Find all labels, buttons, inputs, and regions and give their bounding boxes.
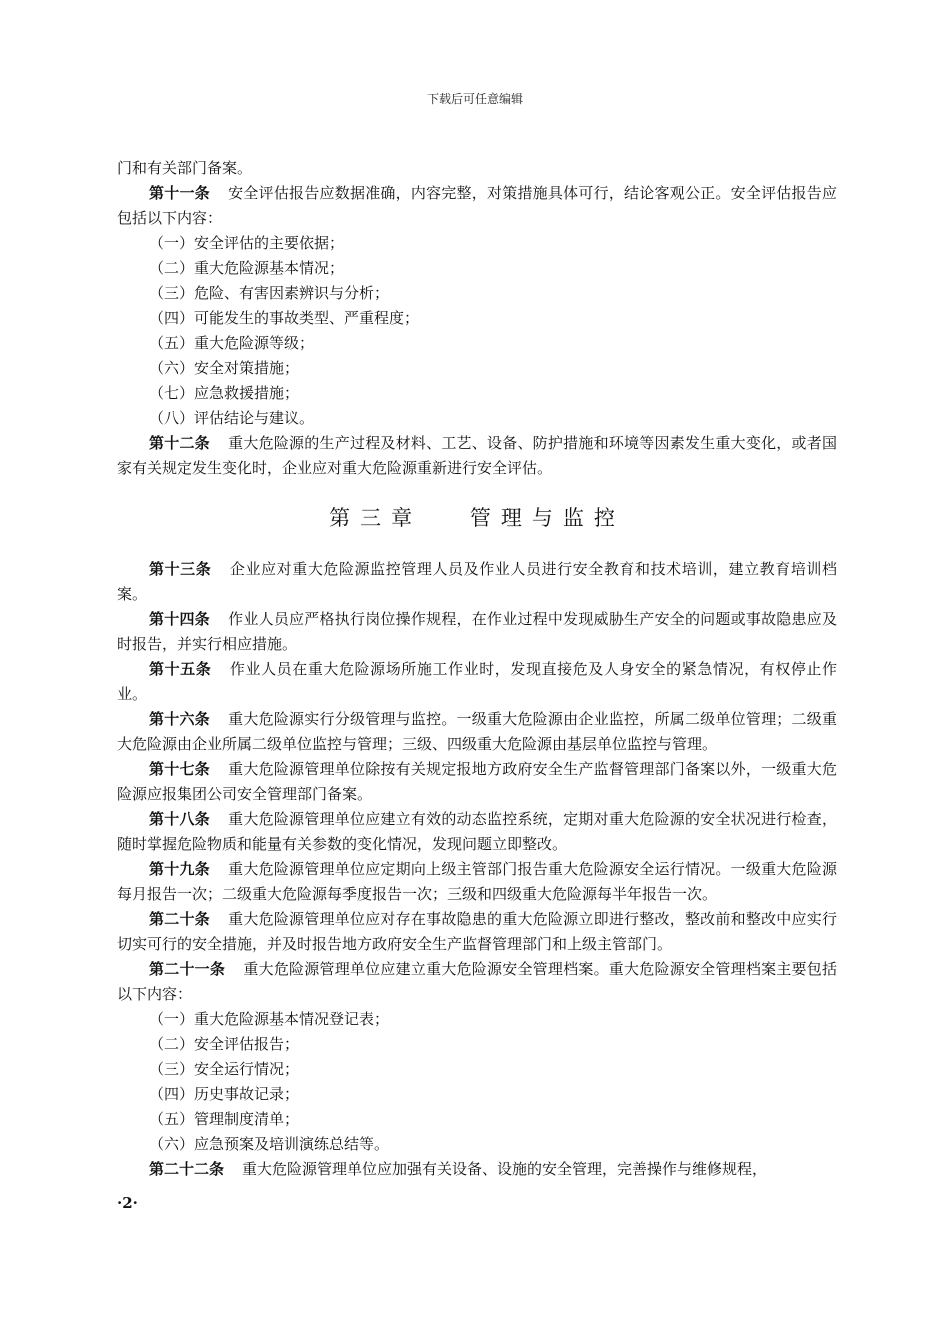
paragraph — [117, 707, 837, 757]
article-number: 第十九条 — [149, 860, 210, 878]
paragraph-text: 作业人员在重大危险源场所施工作业时，发现直接危及人身安全的紧急情况，有权停止作业。 — [117, 660, 837, 703]
section-after-chapter — [117, 557, 837, 1182]
paragraph — [117, 857, 837, 907]
article-number: 第十一条 — [149, 184, 210, 202]
list-item: （六）安全对策措施； — [149, 359, 300, 377]
article-number: 第二十一条 — [149, 960, 226, 978]
paragraph — [117, 907, 837, 957]
document-body — [117, 156, 837, 1182]
article-number: 第二十条 — [149, 910, 210, 928]
article-number: 第十三条 — [149, 560, 212, 578]
article-number: 第十五条 — [149, 660, 212, 678]
paragraph — [117, 1157, 837, 1182]
article-number: 第十二条 — [149, 434, 210, 452]
paragraph-text: 重大危险源的生产过程及材料、工艺、设备、防护措施和环境等因素发生重大变化，或者国家有关规定发生变化时，企业应对重大危险源重新进行安全评估。 — [117, 434, 837, 477]
list-item: （八）评估结论与建议。 — [149, 409, 315, 427]
paragraph — [117, 757, 837, 807]
paragraph-text: 重大危险源管理单位应建立有效的动态监控系统，定期对重大危险源的安全状况进行检查，随时掌握危险物质和能量有关参数的变化情况，发现问题立即整改。 — [117, 810, 837, 853]
paragraph-text: 作业人员应严格执行岗位操作规程，在作业过程中发现威胁生产安全的问题或事故隐患应及时报告，并实行相应措施。 — [117, 610, 837, 653]
article-number: 第十四条 — [149, 610, 210, 628]
article-number: 第十六条 — [149, 710, 210, 728]
list-item: （七）应急救援措施； — [149, 384, 300, 402]
list-item: （三）安全运行情况； — [149, 1060, 300, 1078]
paragraph — [117, 657, 837, 707]
paragraph-text: 重大危险源管理单位除按有关规定报地方政府安全生产监督管理部门备案以外，一级重大危险源应报集团公司安全管理部门备案。 — [117, 760, 837, 803]
list-item: （一）安全评估的主要依据； — [149, 234, 345, 252]
paragraph-text: 重大危险源管理单位应对存在事故隐患的重大危险源立即进行整改，整改前和整改中应实行切实可行的安全措施，并及时报告地方政府安全生产监督管理部门和上级主管部门。 — [117, 910, 837, 953]
paragraph-text: 重大危险源管理单位应建立重大危险源安全管理档案。重大危险源安全管理档案主要包括以下内容： — [117, 960, 837, 1003]
paragraph — [117, 557, 837, 607]
paragraph — [117, 156, 837, 181]
paragraph-text: 重大危险源管理单位应定期向上级主管部门报告重大危险源安全运行情况。一级重大危险源每月报告一次；二级重大危险源每季度报告一次；三级和四级重大危险源每半年报告一次。 — [117, 860, 837, 903]
page-number: ·2· — [117, 1194, 138, 1212]
list-item: （二）重大危险源基本情况； — [149, 259, 345, 277]
chapter-title: 第三章 管理与监控 — [329, 506, 625, 530]
list-item: （五）管理制度清单； — [149, 1110, 300, 1128]
paragraph — [117, 607, 837, 657]
section-before-chapter — [117, 156, 837, 481]
page-header: 下载后可任意编辑 — [426, 92, 523, 106]
paragraph — [117, 957, 837, 1007]
paragraph-text: 重大危险源管理单位应加强有关设备、设施的安全管理，完善操作与维修规程， — [242, 1160, 768, 1178]
list-item: （三）危险、有害因素辨识与分析； — [149, 284, 390, 302]
list-item: （四）可能发生的事故类型、严重程度； — [149, 309, 420, 327]
list-item: （六）应急预案及培训演练总结等。 — [149, 1135, 390, 1153]
list-item: （五）重大危险源等级； — [149, 334, 315, 352]
paragraph-text: 企业应对重大危险源监控管理人员及作业人员进行安全教育和技术培训，建立教育培训档案。 — [117, 560, 837, 603]
list-item: （四）历史事故记录； — [149, 1085, 300, 1103]
paragraph — [117, 181, 837, 231]
article-number: 第十七条 — [149, 760, 210, 778]
paragraph-text: 门和有关部门备案。 — [117, 159, 253, 177]
article-number: 第二十二条 — [149, 1160, 225, 1178]
article-number: 第十八条 — [149, 810, 210, 828]
list-item: （一）重大危险源基本情况登记表； — [149, 1010, 390, 1028]
paragraph-text: 重大危险源实行分级管理与监控。一级重大危险源由企业监控，所属二级单位管理；二级重大危险源由企业所属二级单位监控与管理；三级、四级重大危险源由基层单位监控与管理。 — [117, 710, 837, 753]
list-item: （二）安全评估报告； — [149, 1035, 300, 1053]
paragraph — [117, 431, 837, 481]
paragraph — [117, 807, 837, 857]
paragraph-text: 安全评估报告应数据准确，内容完整，对策措施具体可行，结论客观公正。安全评估报告应包括以下内容： — [117, 184, 837, 227]
